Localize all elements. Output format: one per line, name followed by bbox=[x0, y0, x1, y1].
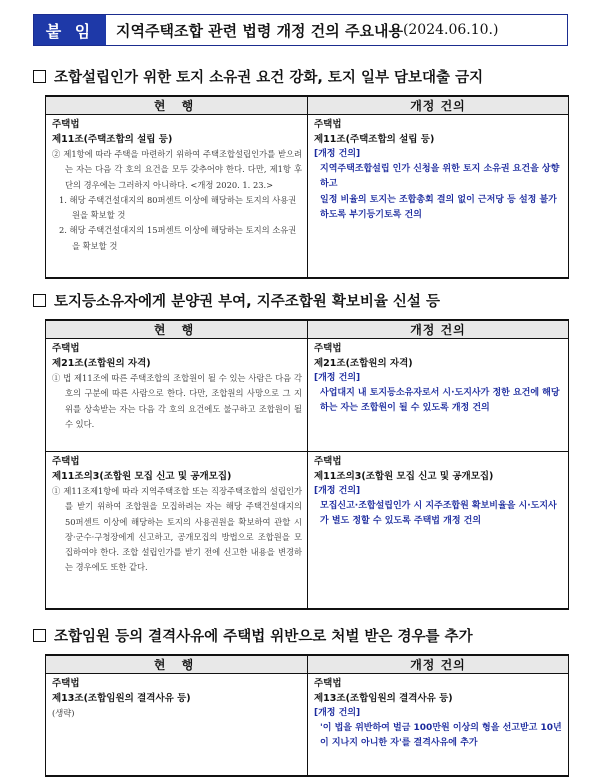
article-title: 제11조(주택조합의 설립 등) bbox=[314, 134, 435, 145]
article-paragraph: ① 제11조제1항에 따라 지역주택조합 또는 직장주택조합의 설립인가를 받기 위하여 조합원을 모집하려는 자는 해당 주택건설대지의 50퍼센트 이상에 해당하는 토지의 사용권원을 확보하여 관할 시장·군수·구청장에게 신고하고, 공개모집의 방법으로 조합원을 모집하여야 한다. 조합 설립인가를 받기 전에 신고한 내용을 변경하는 경우에도 또한 같다. bbox=[52, 486, 302, 573]
proposal-heading: [개정 건의] bbox=[314, 149, 361, 159]
header-current: 현 행 bbox=[46, 655, 308, 674]
comparison-table-3 bbox=[45, 654, 569, 777]
section-1-title bbox=[33, 66, 483, 87]
proposal-point: 지역주택조합설립 인가 신청을 위한 토지 소유권 요건을 상향하고 bbox=[320, 164, 560, 190]
header-current: 현 행 bbox=[46, 320, 308, 339]
section-3-title bbox=[33, 625, 473, 646]
current-cell bbox=[46, 115, 308, 278]
article-paragraph: ② 제1항에 따라 주택을 마련하기 위하여 주택조합설립인가를 받으려는 자는 다음 각 호의 요건을 모두 갖추어야 한다. 다만, 제1항 후단의 경우에는 그러하지 아니하다. <개정 2020. 1. 23.> bbox=[52, 149, 302, 190]
document-title-text: 지역주택조합 관련 법령 개정 건의 주요내용 bbox=[116, 21, 403, 40]
law-name: 주택법 bbox=[52, 119, 80, 130]
article-title: 제13조(조합임원의 결격사유 등) bbox=[52, 693, 191, 704]
proposal-heading: [개정 건의] bbox=[314, 373, 361, 383]
article-title: 제21조(조합원의 자격) bbox=[314, 358, 413, 369]
article-item: 2. 해당 주택건설대지의 15퍼센트 이상에 해당하는 토지의 소유권을 확보할 것 bbox=[59, 225, 297, 251]
comparison-table-1 bbox=[45, 95, 569, 279]
law-name: 주택법 bbox=[52, 343, 80, 354]
current-cell bbox=[46, 674, 308, 776]
checkbox-square-icon bbox=[33, 70, 46, 83]
document-date: (2024.06.10.) bbox=[402, 22, 499, 38]
header-proposal: 개정 건의 bbox=[308, 96, 569, 115]
article-title: 제11조의3(조합원 모집 신고 및 공개모집) bbox=[314, 471, 494, 482]
article-title: 제21조(조합원의 자격) bbox=[52, 358, 151, 369]
section-2-title bbox=[33, 290, 440, 311]
proposal-point: 일정 비율의 토지는 조합총회 결의 없이 근저당 등 설정 불가하도록 부기등기토록 건의 bbox=[320, 194, 557, 220]
section-title-text: 조합임원 등의 결격사유에 주택법 위반으로 처벌 받은 경우를 추가 bbox=[54, 629, 473, 645]
section-title-text: 토지등소유자에게 분양권 부여, 지주조합원 확보비율 신설 등 bbox=[54, 294, 440, 310]
proposal-point: 모집신고·조합설립인가 시 지주조합원 확보비율을 시·도지사가 별도 정할 수 있도록 주택법 개정 건의 bbox=[320, 501, 557, 527]
article-item: 1. 해당 주택건설대지의 80퍼센트 이상에 해당하는 토지의 사용권원을 확보할 것 bbox=[59, 194, 297, 221]
section-title-text: 조합설립인가 위한 토지 소유권 요건 강화, 토지 일부 담보대출 금지 bbox=[54, 70, 484, 86]
current-cell bbox=[46, 452, 308, 609]
law-name: 주택법 bbox=[314, 343, 342, 354]
checkbox-square-icon bbox=[33, 294, 46, 307]
law-name: 주택법 bbox=[52, 678, 80, 689]
law-name: 주택법 bbox=[52, 456, 80, 467]
header-current: 현 행 bbox=[46, 96, 308, 115]
current-cell bbox=[46, 339, 308, 452]
omitted-text: (생략) bbox=[52, 708, 75, 718]
attachment-badge: 붙 임 bbox=[34, 15, 106, 45]
document-header bbox=[33, 14, 568, 46]
law-name: 주택법 bbox=[314, 678, 342, 689]
header-proposal: 개정 건의 bbox=[308, 655, 569, 674]
proposal-point: 사업대지 내 토지등소유자로서 시·도지사가 정한 요건에 해당하는 자는 조합원이 될 수 있도록 개정 건의 bbox=[320, 388, 560, 414]
proposal-cell bbox=[308, 339, 569, 452]
article-title: 제11조의3(조합원 모집 신고 및 공개모집) bbox=[52, 471, 232, 482]
header-proposal: 개정 건의 bbox=[308, 320, 569, 339]
article-paragraph: ① 법 제11조에 따른 주택조합의 조합원이 될 수 있는 사람은 다음 각 호의 구분에 따른 사람으로 한다. 다만, 조합원의 사망으로 그 지위를 상속받는 자는 다음 각 호의 요건에도 불구하고 조합원이 될 수 있다. bbox=[52, 373, 302, 429]
law-name: 주택법 bbox=[314, 456, 342, 467]
proposal-cell bbox=[308, 452, 569, 609]
comparison-table-2 bbox=[45, 319, 569, 610]
document-title bbox=[106, 15, 567, 45]
proposal-heading: [개정 건의] bbox=[314, 486, 361, 496]
proposal-heading: [개정 건의] bbox=[314, 708, 361, 718]
checkbox-square-icon bbox=[33, 629, 46, 642]
law-name: 주택법 bbox=[314, 119, 342, 130]
proposal-cell bbox=[308, 115, 569, 278]
article-title: 제13조(조합임원의 결격사유 등) bbox=[314, 693, 453, 704]
proposal-point: '이 법을 위반하여 벌금 100만원 이상의 형을 선고받고 10년이 지나지 아니한 자'를 결격사유에 추가 bbox=[320, 723, 562, 749]
article-title: 제11조(주택조합의 설립 등) bbox=[52, 134, 173, 145]
proposal-cell bbox=[308, 674, 569, 776]
